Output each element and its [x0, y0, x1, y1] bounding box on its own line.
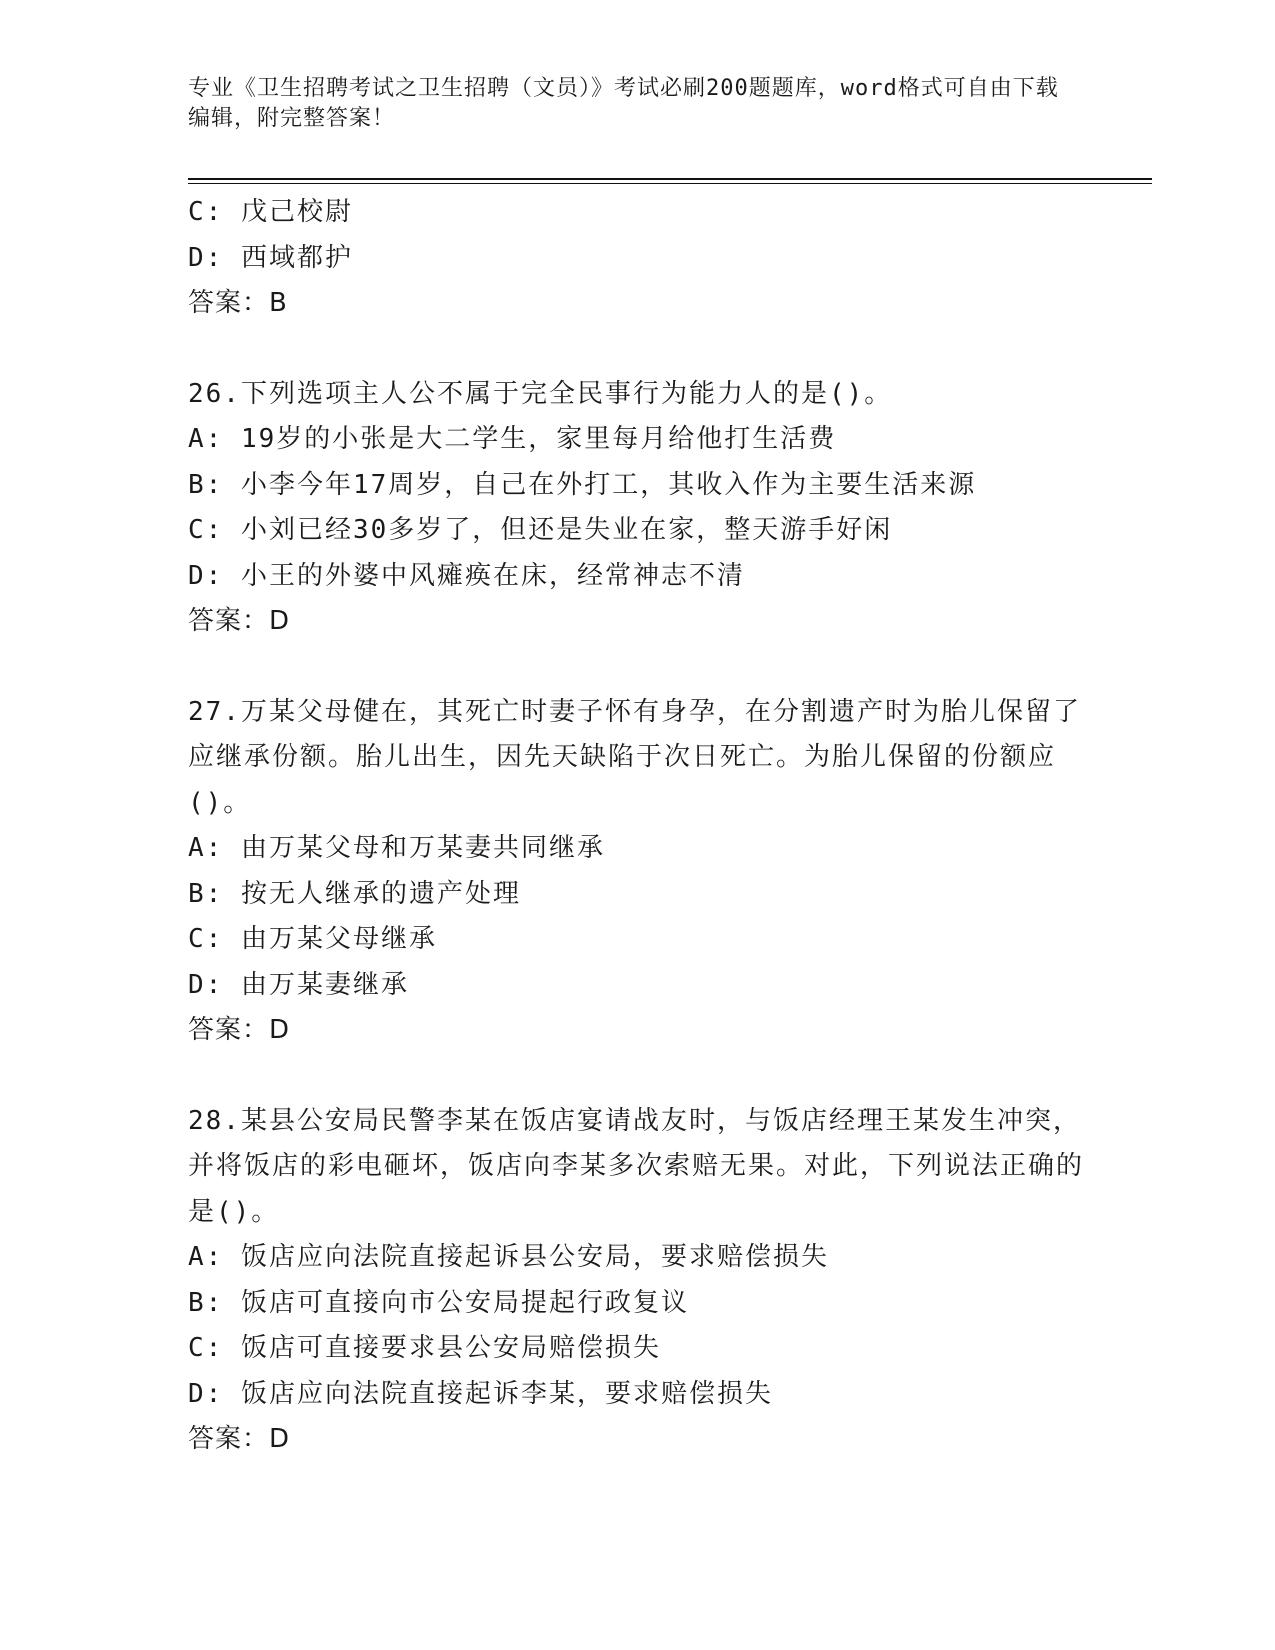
question-block-26 — [188, 372, 1088, 645]
question-block-28 — [188, 1099, 1088, 1463]
answer-line: 答案：D — [188, 1424, 291, 1454]
option-d: D: 小王的外婆中风瘫痪在床，经常神志不清 — [188, 560, 745, 591]
option-c: C: 由万某父母继承 — [188, 924, 437, 954]
answer-line: 答案：D — [188, 1015, 291, 1045]
option-c: C: 戊己校尉 — [188, 197, 353, 227]
document-header — [188, 74, 1068, 134]
option-c: C: 饭店可直接要求县公安局赔偿损失 — [188, 1333, 661, 1363]
option-d: D: 由万某妻继承 — [188, 969, 409, 1000]
option-b: B: 小李今年17周岁，自己在外打工，其收入作为主要生活来源 — [188, 469, 977, 500]
header-divider-thin — [188, 183, 1152, 184]
spacer — [188, 645, 1088, 690]
question-stem: 28.某县公安局民警李某在饭店宴请战友时，与饭店经理王某发生冲突，并将饭店的彩电砸坏，饭店向李某多次索赔无果。对此，下列说法正确的是()。 — [188, 1105, 1085, 1227]
header-title: 专业《卫生招聘考试之卫生招聘（文员）》考试必刷200题题库，word格式可自由下载编辑，附完整答案！ — [188, 76, 1059, 131]
option-b: B: 饭店可直接向市公安局提起行政复议 — [188, 1287, 689, 1318]
question-block-27 — [188, 690, 1088, 1054]
option-a: A: 由万某父母和万某妻共同继承 — [188, 833, 605, 863]
option-d: D: 西域都护 — [188, 242, 353, 273]
spacer — [188, 327, 1088, 372]
question-stem: 27.万某父母健在，其死亡时妻子怀有身孕，在分割遗产时为胎儿保留了应继承份额。胎儿出生，因先天缺陷于次日死亡。为胎儿保留的份额应()。 — [188, 696, 1081, 818]
question-block-25-tail — [188, 190, 1088, 327]
document-body — [188, 190, 1088, 1463]
answer-line: 答案：B — [188, 288, 288, 318]
question-stem: 26.下列选项主人公不属于完全民事行为能力人的是()。 — [188, 378, 893, 409]
spacer — [188, 1054, 1088, 1099]
option-a: A: 饭店应向法院直接起诉县公安局，要求赔偿损失 — [188, 1242, 829, 1272]
option-d: D: 饭店应向法院直接起诉李某，要求赔偿损失 — [188, 1378, 773, 1409]
option-b: B: 按无人继承的遗产处理 — [188, 878, 521, 909]
option-a: A: 19岁的小张是大二学生，家里每月给他打生活费 — [188, 424, 837, 454]
header-divider-thick — [188, 178, 1152, 180]
option-c: C: 小刘已经30多岁了，但还是失业在家，整天游手好闲 — [188, 515, 893, 545]
answer-line: 答案：D — [188, 606, 291, 636]
